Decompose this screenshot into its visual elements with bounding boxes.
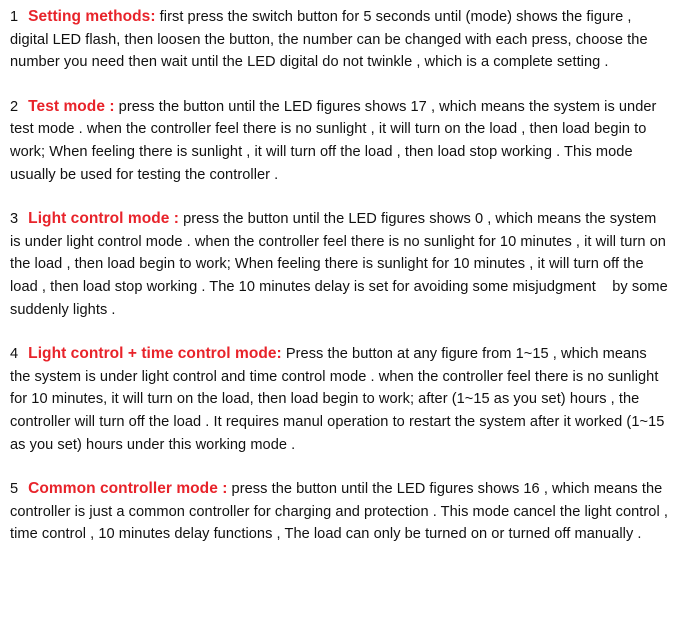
section-text: first press the switch button for 5 seconds until (mode) shows the figure , digital LED flash, then loosen the button, the number can be changed with each press, choose the number you need then wait until the LED digital do not twinkle , which is a complete setting .	[10, 9, 652, 71]
section-number: 1	[10, 9, 19, 25]
section-text: press the button until the LED figures shows 17 , which means the system is under test mode . when the controller feel there is no sunlight , it will turn on the load , then load begin to work; When feeling there is sunlight , it will turn off the load , then load stop working . This mode usually be used for testing the controller .	[10, 98, 661, 183]
section-number: 4	[10, 346, 19, 363]
section-text: press the button until the LED figures shows 16 , which means the controller is just a common controller for charging and protection . This mode cancel the light control , time control , 10 minutes delay functions , The load can only be turned on or turned off manually .	[10, 481, 673, 543]
section-title: Light control + time control mode:	[28, 345, 282, 363]
section-title: Light control mode :	[28, 210, 179, 228]
section-title: Common controller mode :	[28, 480, 228, 498]
section-title: Setting methods:	[28, 8, 156, 25]
section-common-controller-mode	[10, 478, 673, 546]
section-number: 5	[10, 481, 19, 498]
section-setting-methods	[10, 6, 670, 74]
section-number: 3	[10, 211, 19, 228]
section-title: Test mode :	[28, 97, 115, 115]
section-text: Press the button at any figure from 1~15 , which means the system is under light control and time control mode . when the controller feel there is no sunlight for 10 minutes, it will turn on the load, then load begin to work; after (1~15 as you set) hours , the controller will turn off the load . It requires manul operation to restart the system after it worked (1~15 as you set) hours under this working mode .	[10, 346, 669, 453]
section-text: press the button until the LED figures shows 0 , which means the system is under light control mode . when the controller feel there is no sunlight for 10 minutes , it will turn on the load , then load begin to work; When feeling there is sunlight for 10 minutes , it will turn off the load , then load stop working . The 10 minutes delay is set for avoiding some misjudgment by some suddenly lights .	[10, 211, 672, 318]
section-test-mode	[10, 96, 670, 186]
section-number: 2	[10, 98, 19, 115]
section-light-control-mode	[10, 208, 670, 321]
section-light-time-control-mode	[10, 343, 670, 456]
